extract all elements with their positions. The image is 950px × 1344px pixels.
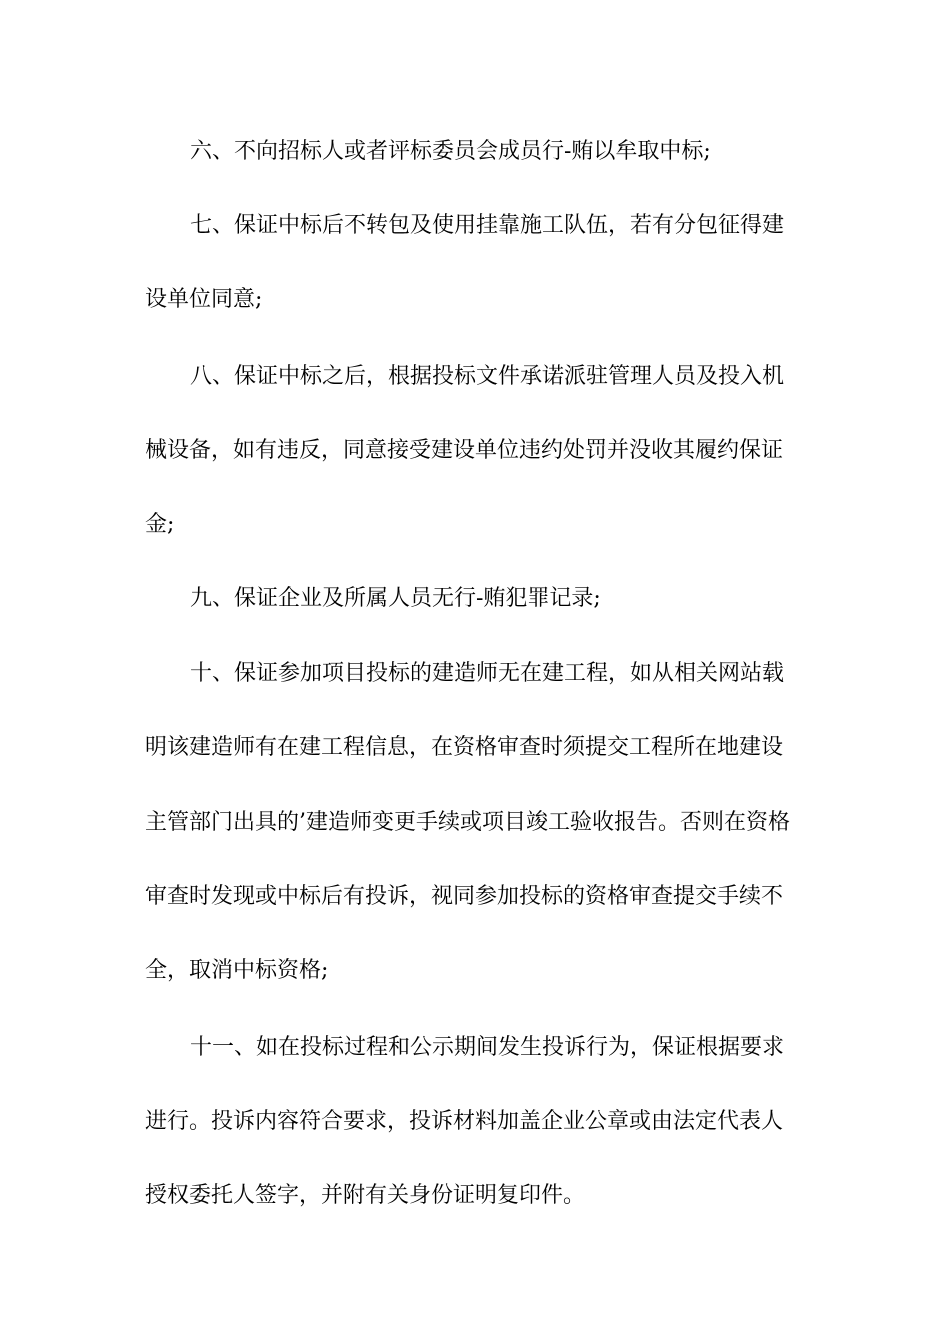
clause-11-line-2: 进行。投诉内容符合要求，投诉材料加盖企业公章或由法定代表人 <box>145 1109 784 1134</box>
clause-11-line-1: 十一、如在投标过程和公示期间发生投诉行为，保证根据要求 <box>190 1035 785 1060</box>
clause-10-line-5: 全，取消中标资格; <box>145 958 329 983</box>
clause-10-line-4: 审查时发现或中标后有投诉，视同参加投标的资格审查提交手续不 <box>145 884 784 909</box>
clause-10-line-3: 主管部门出具的’建造师变更手续或项目竣工验收报告。否则在资格 <box>145 810 790 835</box>
clause-8-line-2: 械设备，如有违反，同意接受建设单位违约处罚并没收其履约保证 <box>145 438 784 463</box>
clause-8-line-1: 八、保证中标之后，根据投标文件承诺派驻管理人员及投入机 <box>190 364 785 389</box>
clause-10-line-2: 明该建造师有在建工程信息，在资格审查时须提交工程所在地建设 <box>145 735 784 760</box>
clause-7-line-1: 七、保证中标后不转包及使用挂靠施工队伍，若有分包征得建 <box>190 213 785 238</box>
clause-9-line-1: 九、保证企业及所属人员无行-贿犯罪记录; <box>190 586 601 611</box>
clause-6-line-1: 六、不向招标人或者评标委员会成员行-贿以牟取中标; <box>190 139 711 164</box>
clause-7-line-2: 设单位同意; <box>145 287 263 312</box>
clause-10-line-1: 十、保证参加项目投标的建造师无在建工程，如从相关网站载 <box>190 661 785 686</box>
clause-11-line-3: 授权委托人签字，并附有关身份证明复印件。 <box>145 1183 586 1208</box>
clause-8-line-3: 金; <box>145 512 175 537</box>
